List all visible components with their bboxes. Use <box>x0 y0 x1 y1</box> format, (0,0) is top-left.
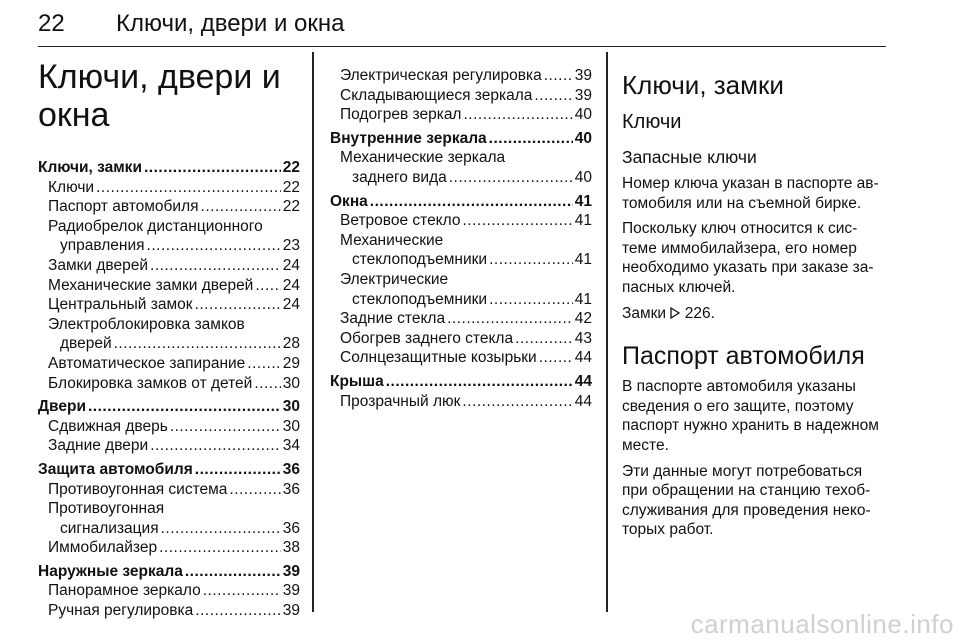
toc-entry <box>330 270 592 290</box>
toc-entry-page: 34 <box>282 437 300 455</box>
toc-entry-page: 40 <box>574 168 592 186</box>
toc-entry <box>38 480 300 500</box>
toc-entry <box>38 236 300 256</box>
toc-entry-label: Электрические <box>340 270 449 288</box>
toc-entry <box>38 315 300 335</box>
toc-leader-dots <box>229 480 280 500</box>
chapter-title-line: окна <box>38 96 110 134</box>
cross-reference <box>622 304 892 324</box>
toc-entry <box>330 309 592 329</box>
toc-leader-dots <box>544 66 573 86</box>
page-header <box>38 2 886 47</box>
toc-entry-label: Электроблокировка замков <box>48 315 245 333</box>
toc-entry <box>330 372 592 392</box>
toc-entry-page: 36 <box>282 519 300 537</box>
toc-entry <box>38 295 300 315</box>
toc-list <box>38 158 300 621</box>
toc-entry <box>38 217 300 237</box>
toc-entry <box>38 436 300 456</box>
toc-entry <box>38 374 300 394</box>
toc-entry <box>38 276 300 296</box>
toc-entry-label: Противоугонная система <box>48 480 228 498</box>
toc-entry <box>38 334 300 354</box>
reference-page: 226. <box>684 304 715 322</box>
toc-entry-label: Ключи, замки <box>38 159 142 176</box>
toc-entry <box>38 562 300 582</box>
toc-entry-label: Солнцезащитные козырьки <box>340 349 537 367</box>
toc-leader-dots <box>203 581 281 601</box>
toc-entry-page: 40 <box>574 129 592 147</box>
toc-entry <box>38 178 300 198</box>
toc-entry-label: Панорамное зеркало <box>48 582 201 600</box>
toc-entry-page: 40 <box>574 106 592 124</box>
toc-entry-page: 41 <box>574 290 592 308</box>
toc-entry-page: 30 <box>282 374 300 392</box>
toc-entry-page: 22 <box>282 178 300 196</box>
toc-entry-page: 29 <box>282 354 300 372</box>
toc-leader-dots <box>144 158 281 178</box>
toc-leader-dots <box>386 372 573 392</box>
toc-entry <box>38 460 300 480</box>
toc-entry-label: Внутренние зеркала <box>330 129 487 147</box>
toc-entry-page: 24 <box>282 296 300 314</box>
paragraph: Поскольку ключ относится к сис-теме иммобилайзера, его номер необходимо указать при заказе за-пасных ключей. <box>622 220 874 296</box>
toc-entry <box>330 290 592 310</box>
toc-entry <box>330 211 592 231</box>
toc-leader-dots <box>489 250 573 270</box>
toc-entry <box>38 417 300 437</box>
toc-entry-page: 39 <box>574 86 592 104</box>
toc-entry-label: Ветровое стекло <box>340 212 461 230</box>
toc-entry <box>38 601 300 621</box>
toc-leader-dots <box>515 329 573 349</box>
paragraph: В паспорте автомобиля указаны сведения о его защите, поэтому паспорт нужно хранить в надежном месте. <box>622 378 879 454</box>
toc-entry <box>38 197 300 217</box>
toc-leader-dots <box>489 290 573 310</box>
chapter-title <box>38 58 300 134</box>
toc-leader-dots <box>247 354 280 374</box>
toc-entry <box>38 256 300 276</box>
toc-leader-dots <box>254 374 280 394</box>
toc-entry <box>38 354 300 374</box>
toc-entry-label: Механические <box>340 231 444 249</box>
toc-entry <box>330 192 592 212</box>
heading-vehicle-passport: Паспорт автомобиля <box>622 342 865 371</box>
toc-entry-label: Автоматическое запирание <box>48 354 246 372</box>
toc-leader-dots <box>96 178 281 198</box>
toc-entry-page: 22 <box>282 159 300 176</box>
toc-entry-label: Ключи <box>48 178 95 196</box>
toc-leader-dots <box>462 392 572 412</box>
toc-entry-page: 44 <box>574 372 592 390</box>
heading-keys: Ключи <box>622 111 682 133</box>
toc-leader-dots <box>114 334 281 354</box>
toc-entry-label: Прозрачный люк <box>340 392 461 410</box>
toc-leader-dots <box>370 192 573 212</box>
toc-leader-dots <box>185 562 281 582</box>
toc-entry <box>38 158 300 178</box>
toc-leader-dots <box>534 86 572 106</box>
toc-entry-label: Двери <box>38 398 86 416</box>
toc-entry <box>330 250 592 270</box>
toc-leader-dots <box>170 417 281 437</box>
toc-entry <box>330 348 592 368</box>
toc-entry-label: Электрическая регулировка <box>340 67 542 84</box>
toc-entry-page: 22 <box>282 198 300 216</box>
toc-entry-label: стеклоподъемники <box>352 251 488 269</box>
toc-entry-page: 41 <box>574 212 592 230</box>
toc-entry <box>330 148 592 168</box>
toc-entry-label: Складывающиеся зеркала <box>340 86 533 104</box>
toc-entry-page: 38 <box>282 539 300 557</box>
toc-entry-page: 28 <box>282 335 300 353</box>
toc-entry-label: дверей <box>60 335 112 353</box>
toc-entry-label: стеклоподъемники <box>352 290 488 308</box>
toc-leader-dots <box>255 276 280 296</box>
page-ref-icon <box>670 305 684 322</box>
toc-entry <box>330 86 592 106</box>
toc-entry <box>330 66 592 86</box>
toc-leader-dots <box>147 236 281 256</box>
paragraph: Эти данные могут потребоваться при обращении на станцию техоб-служивания для проведения неко-торых работ. <box>622 462 871 539</box>
column-divider <box>606 52 608 612</box>
toc-entry-label: Наружные зеркала <box>38 562 183 580</box>
toc-entry-label: заднего вида <box>352 168 447 186</box>
page-number: 22 <box>38 10 65 37</box>
toc-entry-page: 39 <box>282 562 300 580</box>
toc-entry-page: 36 <box>282 460 300 478</box>
toc-entry-label: Окна <box>330 192 368 210</box>
toc-entry-label: Задние стекла <box>340 310 446 328</box>
toc-list <box>330 66 592 411</box>
toc-entry-label: управления <box>60 237 145 255</box>
toc-entry-page: 44 <box>574 392 592 410</box>
toc-leader-dots <box>489 129 573 149</box>
toc-entry-label: Сдвижная дверь <box>48 417 168 435</box>
toc-entry-page: 36 <box>282 480 300 498</box>
toc-entry-page: 30 <box>282 398 300 416</box>
toc-entry <box>330 105 592 125</box>
heading-spare-keys: Запасные ключи <box>622 147 757 167</box>
toc-entry-label: Паспорт автомобиля <box>48 198 199 216</box>
toc-entry-page: 39 <box>282 602 300 620</box>
column-divider <box>312 52 314 612</box>
toc-leader-dots <box>159 538 281 558</box>
toc-entry-label: Подогрев зеркал <box>340 106 462 124</box>
toc-leader-dots <box>195 295 281 315</box>
toc-entry-label: Иммобилайзер <box>48 539 158 557</box>
right-column <box>622 62 892 546</box>
toc-entry-label: Центральный замок <box>48 296 193 314</box>
toc-leader-dots <box>201 197 281 217</box>
toc-leader-dots <box>195 460 281 480</box>
toc-entry-label: Механические замки дверей <box>48 276 254 294</box>
toc-entry <box>330 168 592 188</box>
toc-entry-page: 39 <box>574 67 592 84</box>
toc-leader-dots <box>88 397 281 417</box>
toc-leader-dots <box>161 519 281 539</box>
toc-entry-label: Обогрев заднего стекла <box>340 329 514 347</box>
toc-leader-dots <box>449 168 573 188</box>
toc-entry-label: Ручная регулировка <box>48 602 194 620</box>
toc-entry-label: Крыша <box>330 372 384 390</box>
toc-entry-label: Блокировка замков от детей <box>48 374 253 392</box>
toc-entry-label: Задние двери <box>48 437 149 455</box>
toc-entry-page: 41 <box>574 192 592 210</box>
toc-entry-page: 23 <box>282 237 300 255</box>
watermark: carmanualsonline.info <box>690 609 954 639</box>
toc-entry <box>38 397 300 417</box>
toc-entry-label: Замки дверей <box>48 256 149 274</box>
heading-keys-locks: Ключи, замки <box>622 70 784 100</box>
paragraph: Номер ключа указан в паспорте ав-томобиля или на съемной бирке. <box>622 175 879 212</box>
toc-entry-label: Противоугонная <box>48 500 165 518</box>
toc-entry-page: 42 <box>574 310 592 328</box>
toc-entry <box>38 538 300 558</box>
chapter-title-line: Ключи, двери и <box>38 58 281 96</box>
toc-leader-dots <box>447 309 573 329</box>
toc-entry-page: 43 <box>574 329 592 347</box>
toc-leader-dots <box>150 436 281 456</box>
toc-entry-page: 39 <box>282 582 300 600</box>
toc-leader-dots <box>195 601 280 621</box>
toc-entry-page: 41 <box>574 251 592 269</box>
toc-entry-page: 24 <box>282 256 300 274</box>
toc-entry <box>38 581 300 601</box>
toc-entry <box>330 392 592 412</box>
reference-text: Замки <box>622 304 667 322</box>
toc-entry-page: 44 <box>574 349 592 367</box>
toc-leader-dots <box>463 105 572 125</box>
left-column <box>38 58 300 621</box>
toc-leader-dots <box>539 348 573 368</box>
toc-entry-label: Радиобрелок дистанционного <box>48 217 263 235</box>
toc-entry-label: Механические зеркала <box>340 149 506 167</box>
section-title: Ключи, двери и окна <box>116 10 345 37</box>
toc-entry-label: Защита автомобиля <box>38 460 193 478</box>
toc-entry <box>38 499 300 519</box>
middle-column <box>330 66 592 411</box>
toc-entry <box>38 519 300 539</box>
toc-leader-dots <box>150 256 281 276</box>
toc-entry-label: сигнализация <box>60 519 159 537</box>
toc-entry <box>330 231 592 251</box>
toc-entry <box>330 329 592 349</box>
toc-entry-page: 30 <box>282 417 300 435</box>
toc-entry <box>330 129 592 149</box>
toc-entry-page: 24 <box>282 276 300 294</box>
toc-leader-dots <box>462 211 572 231</box>
